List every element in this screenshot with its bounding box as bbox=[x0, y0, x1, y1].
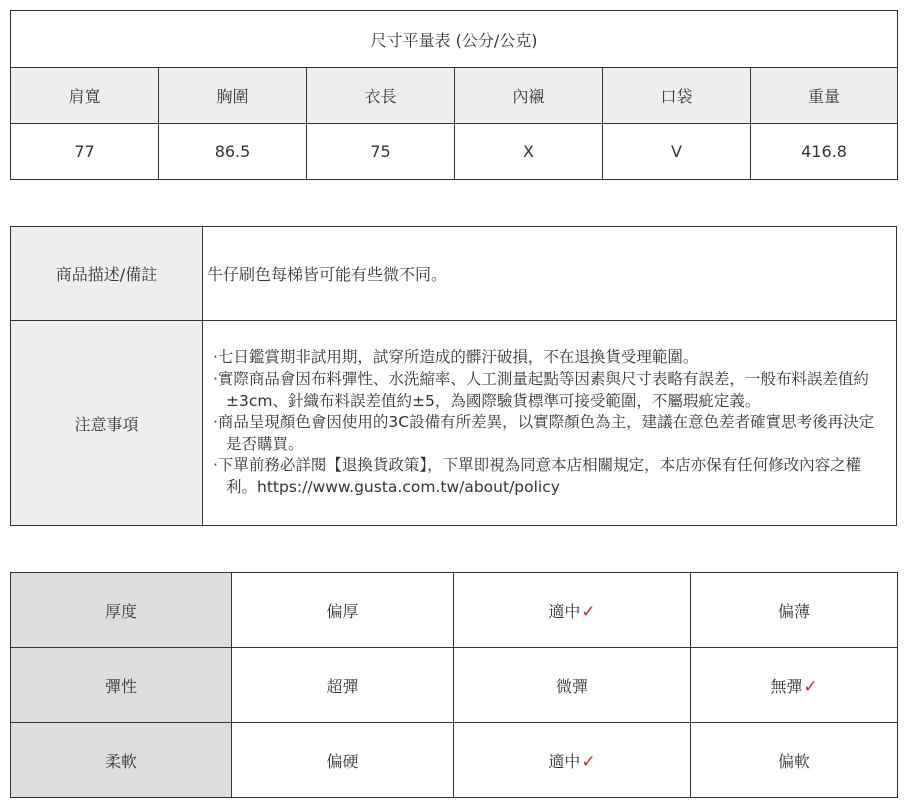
softness-option bbox=[232, 723, 454, 798]
size-table bbox=[10, 10, 898, 180]
softness-option bbox=[454, 723, 691, 798]
header-weight: 重量 bbox=[751, 68, 898, 124]
note-item: ·下單前務必詳閱【退換貨政策】，下單即視為同意本店相關規定，本店亦保有任何修改內容之權利。https://www.gusta.com.tw/about/policy bbox=[213, 456, 862, 496]
check-icon: ✓ bbox=[581, 601, 596, 622]
value-length: 75 bbox=[307, 124, 455, 180]
option-label: 超彈 bbox=[326, 676, 359, 696]
notes-list bbox=[207, 347, 896, 498]
description-table bbox=[10, 226, 897, 526]
header-chest: 胸圍 bbox=[159, 68, 307, 124]
option-label: 適中 bbox=[548, 601, 581, 621]
thickness-option bbox=[232, 573, 454, 648]
note-item: ·實際商品會因布料彈性、水洗縮率、人工測量起點等因素與尺寸表略有誤差，一般布料誤差值約±3cm、針織布料誤差值約±5，為國際驗貨標準可接受範圍，不屬瑕疵定義。 bbox=[213, 370, 869, 410]
thickness-option bbox=[691, 573, 898, 648]
notes-content bbox=[203, 321, 897, 526]
softness-option bbox=[691, 723, 898, 798]
thickness-option bbox=[454, 573, 691, 648]
header-length: 衣長 bbox=[307, 68, 455, 124]
option-label: 偏軟 bbox=[777, 751, 810, 771]
elasticity-option bbox=[691, 648, 898, 723]
description-text: 牛仔刷色每梯皆可能有些微不同。 bbox=[203, 227, 897, 321]
fabric-table bbox=[10, 572, 898, 798]
size-table-title: 尺寸平量表 (公分/公克) bbox=[11, 11, 898, 68]
value-lining: X bbox=[455, 124, 603, 180]
header-pocket: 口袋 bbox=[603, 68, 751, 124]
thickness-label: 厚度 bbox=[11, 573, 232, 648]
note-item: ·七日鑑賞期非試用期，試穿所造成的髒汙破損，不在退換貨受理範圍。 bbox=[213, 348, 699, 367]
note-item: ·商品呈現顏色會因使用的3C設備有所差異，以實際顏色為主，建議在意色差者確實思考後再決定是否購買。 bbox=[213, 413, 875, 453]
elasticity-option bbox=[454, 648, 691, 723]
check-icon: ✓ bbox=[581, 751, 596, 772]
header-shoulder-width: 肩寬 bbox=[11, 68, 159, 124]
elasticity-option bbox=[232, 648, 454, 723]
description-label: 商品描述/備註 bbox=[11, 227, 203, 321]
option-label: 偏厚 bbox=[326, 601, 359, 621]
option-label: 微彈 bbox=[555, 676, 588, 696]
option-label: 無彈 bbox=[770, 676, 803, 696]
header-lining: 內襯 bbox=[455, 68, 603, 124]
notes-label: 注意事項 bbox=[11, 321, 203, 526]
option-label: 偏薄 bbox=[777, 601, 810, 621]
elasticity-label: 彈性 bbox=[11, 648, 232, 723]
value-chest: 86.5 bbox=[159, 124, 307, 180]
value-weight: 416.8 bbox=[751, 124, 898, 180]
value-pocket: V bbox=[603, 124, 751, 180]
option-label: 適中 bbox=[548, 751, 581, 771]
check-icon: ✓ bbox=[803, 676, 818, 697]
softness-label: 柔軟 bbox=[11, 723, 232, 798]
option-label: 偏硬 bbox=[326, 751, 359, 771]
value-shoulder-width: 77 bbox=[11, 124, 159, 180]
